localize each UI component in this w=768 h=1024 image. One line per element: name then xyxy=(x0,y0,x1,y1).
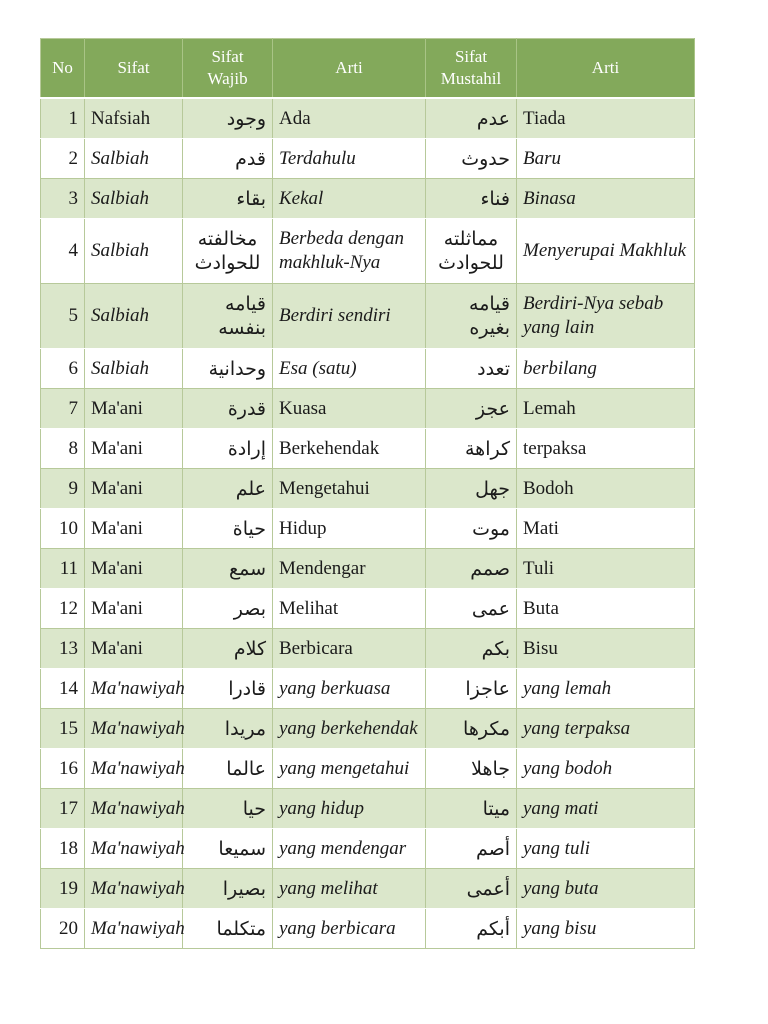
cell-no: 3 xyxy=(41,179,85,219)
table-row xyxy=(41,139,695,179)
table-row xyxy=(41,509,695,549)
cell-sifat: Ma'nawiyah xyxy=(85,909,183,949)
cell-arti: yang berkuasa xyxy=(273,669,426,709)
cell-sifat: Ma'nawiyah xyxy=(85,869,183,909)
table-row xyxy=(41,749,695,789)
table-row xyxy=(41,629,695,669)
header-sifat-mustahil xyxy=(426,39,517,99)
cell-sifat-mustahil: موت xyxy=(426,509,517,549)
cell-sifat-mustahil: أعمى xyxy=(426,869,517,909)
table-row xyxy=(41,789,695,829)
cell-sifat: Ma'nawiyah xyxy=(85,749,183,789)
cell-sifat-wajib: علم xyxy=(183,469,273,509)
cell-sifat-wajib: قدرة xyxy=(183,389,273,429)
header-sifat-wajib-line2: Wajib xyxy=(207,69,248,88)
table-row xyxy=(41,429,695,469)
cell-arti: Berkehendak xyxy=(273,429,426,469)
cell-sifat-wajib: عالما xyxy=(183,749,273,789)
cell-no: 20 xyxy=(41,909,85,949)
cell-sifat: Salbiah xyxy=(85,284,183,349)
cell-arti: yang mendengar xyxy=(273,829,426,869)
cell-arti: Esa (satu) xyxy=(273,349,426,389)
header-arti-mustahil: Arti xyxy=(517,39,695,99)
header-arti: Arti xyxy=(273,39,426,99)
cell-no: 11 xyxy=(41,549,85,589)
cell-sifat-mustahil: مماثلته للحوادث xyxy=(426,219,517,284)
cell-arti-mustahil: Tiada xyxy=(517,98,695,139)
cell-arti-mustahil: yang tuli xyxy=(517,829,695,869)
cell-arti-mustahil: Bodoh xyxy=(517,469,695,509)
table-row xyxy=(41,389,695,429)
cell-arti-mustahil: Menyerupai Makhluk xyxy=(517,219,695,284)
cell-sifat-wajib: مريدا xyxy=(183,709,273,749)
cell-sifat: Ma'nawiyah xyxy=(85,709,183,749)
cell-no: 8 xyxy=(41,429,85,469)
table-body xyxy=(41,98,695,949)
cell-no: 18 xyxy=(41,829,85,869)
cell-sifat-wajib: متكلما xyxy=(183,909,273,949)
cell-sifat-mustahil: أصم xyxy=(426,829,517,869)
table-row xyxy=(41,98,695,139)
table-row xyxy=(41,284,695,349)
cell-sifat-wajib: سمع xyxy=(183,549,273,589)
cell-arti: Berbicara xyxy=(273,629,426,669)
cell-sifat: Salbiah xyxy=(85,139,183,179)
cell-sifat-mustahil: قيامه بغيره xyxy=(426,284,517,349)
cell-no: 15 xyxy=(41,709,85,749)
cell-no: 7 xyxy=(41,389,85,429)
cell-no: 12 xyxy=(41,589,85,629)
cell-sifat-wajib: وجود xyxy=(183,98,273,139)
cell-sifat-wajib: سميعا xyxy=(183,829,273,869)
cell-sifat: Salbiah xyxy=(85,349,183,389)
cell-no: 16 xyxy=(41,749,85,789)
cell-arti-mustahil: berbilang xyxy=(517,349,695,389)
header-sifat-wajib-line1: Sifat xyxy=(211,47,244,66)
cell-sifat-mustahil: عاجزا xyxy=(426,669,517,709)
header-sifat-mustahil-line2: Mustahil xyxy=(440,69,502,88)
table-row xyxy=(41,219,695,284)
cell-no: 13 xyxy=(41,629,85,669)
cell-sifat-mustahil: صمم xyxy=(426,549,517,589)
cell-sifat: Ma'ani xyxy=(85,389,183,429)
header-sifat-wajib xyxy=(183,39,273,99)
cell-arti: Kuasa xyxy=(273,389,426,429)
cell-sifat-mustahil: عجز xyxy=(426,389,517,429)
cell-no: 10 xyxy=(41,509,85,549)
cell-arti-mustahil: Berdiri-Nya sebab yang lain xyxy=(517,284,695,349)
cell-sifat-wajib: وحدانية xyxy=(183,349,273,389)
cell-arti-mustahil: Baru xyxy=(517,139,695,179)
cell-no: 6 xyxy=(41,349,85,389)
cell-arti-mustahil: yang mati xyxy=(517,789,695,829)
cell-arti: Kekal xyxy=(273,179,426,219)
table-row xyxy=(41,179,695,219)
cell-arti-mustahil: terpaksa xyxy=(517,429,695,469)
cell-sifat: Ma'nawiyah xyxy=(85,669,183,709)
cell-arti: yang berbicara xyxy=(273,909,426,949)
cell-arti-mustahil: Bisu xyxy=(517,629,695,669)
cell-arti: yang melihat xyxy=(273,869,426,909)
header-row xyxy=(41,39,695,99)
cell-no: 17 xyxy=(41,789,85,829)
cell-sifat-mustahil: حدوث xyxy=(426,139,517,179)
cell-sifat: Ma'ani xyxy=(85,629,183,669)
cell-arti-mustahil: Binasa xyxy=(517,179,695,219)
table-header xyxy=(41,39,695,99)
cell-sifat-mustahil: ميتا xyxy=(426,789,517,829)
cell-no: 19 xyxy=(41,869,85,909)
cell-sifat-mustahil: كراهة xyxy=(426,429,517,469)
cell-sifat-mustahil: تعدد xyxy=(426,349,517,389)
cell-arti: yang berkehendak xyxy=(273,709,426,749)
cell-sifat: Ma'ani xyxy=(85,469,183,509)
cell-arti: Mendengar xyxy=(273,549,426,589)
cell-arti-mustahil: yang bodoh xyxy=(517,749,695,789)
table-row xyxy=(41,829,695,869)
cell-arti-mustahil: Mati xyxy=(517,509,695,549)
cell-sifat-mustahil: عمى xyxy=(426,589,517,629)
cell-sifat-mustahil: جاهلا xyxy=(426,749,517,789)
table-row xyxy=(41,669,695,709)
cell-sifat-wajib: بقاء xyxy=(183,179,273,219)
cell-arti: Mengetahui xyxy=(273,469,426,509)
cell-no: 9 xyxy=(41,469,85,509)
cell-sifat: Nafsiah xyxy=(85,98,183,139)
table-row xyxy=(41,589,695,629)
cell-sifat-mustahil: أبكم xyxy=(426,909,517,949)
cell-sifat: Ma'nawiyah xyxy=(85,789,183,829)
cell-arti-mustahil: Lemah xyxy=(517,389,695,429)
cell-arti: Terdahulu xyxy=(273,139,426,179)
cell-arti: Berdiri sendiri xyxy=(273,284,426,349)
cell-sifat: Salbiah xyxy=(85,219,183,284)
cell-sifat-wajib: حيا xyxy=(183,789,273,829)
table-row xyxy=(41,349,695,389)
cell-arti-mustahil: yang terpaksa xyxy=(517,709,695,749)
cell-no: 2 xyxy=(41,139,85,179)
table-row xyxy=(41,909,695,949)
table-row xyxy=(41,869,695,909)
cell-arti: Berbeda dengan makhluk-Nya xyxy=(273,219,426,284)
cell-arti: Hidup xyxy=(273,509,426,549)
cell-sifat-mustahil: مكرها xyxy=(426,709,517,749)
cell-arti-mustahil: yang lemah xyxy=(517,669,695,709)
cell-sifat-wajib: حياة xyxy=(183,509,273,549)
cell-arti-mustahil: yang buta xyxy=(517,869,695,909)
cell-arti-mustahil: yang bisu xyxy=(517,909,695,949)
cell-arti-mustahil: Tuli xyxy=(517,549,695,589)
cell-sifat-wajib: قادرا xyxy=(183,669,273,709)
cell-sifat-wajib: قيامه بنفسه xyxy=(183,284,273,349)
cell-arti: yang mengetahui xyxy=(273,749,426,789)
sifat-table xyxy=(40,38,695,949)
cell-sifat: Salbiah xyxy=(85,179,183,219)
cell-sifat: Ma'ani xyxy=(85,589,183,629)
cell-no: 14 xyxy=(41,669,85,709)
header-no: No xyxy=(41,39,85,99)
cell-arti: Ada xyxy=(273,98,426,139)
table-row xyxy=(41,709,695,749)
cell-arti-mustahil: Buta xyxy=(517,589,695,629)
cell-no: 4 xyxy=(41,219,85,284)
table-row xyxy=(41,469,695,509)
cell-sifat-wajib: إرادة xyxy=(183,429,273,469)
cell-arti: Melihat xyxy=(273,589,426,629)
header-sifat-mustahil-line1: Sifat xyxy=(454,47,488,66)
table-row xyxy=(41,549,695,589)
cell-sifat-mustahil: جهل xyxy=(426,469,517,509)
header-sifat: Sifat xyxy=(85,39,183,99)
cell-sifat-mustahil: فناء xyxy=(426,179,517,219)
cell-arti: yang hidup xyxy=(273,789,426,829)
cell-sifat-wajib: بصيرا xyxy=(183,869,273,909)
cell-sifat: Ma'nawiyah xyxy=(85,829,183,869)
cell-no: 5 xyxy=(41,284,85,349)
cell-sifat-mustahil: بكم xyxy=(426,629,517,669)
cell-sifat-mustahil: عدم xyxy=(426,98,517,139)
cell-sifat-wajib: كلام xyxy=(183,629,273,669)
cell-sifat: Ma'ani xyxy=(85,429,183,469)
cell-sifat-wajib: قدم xyxy=(183,139,273,179)
cell-sifat-wajib: مخالفته للحوادث xyxy=(183,219,273,284)
cell-sifat: Ma'ani xyxy=(85,509,183,549)
cell-no: 1 xyxy=(41,98,85,139)
cell-sifat: Ma'ani xyxy=(85,549,183,589)
cell-sifat-wajib: بصر xyxy=(183,589,273,629)
